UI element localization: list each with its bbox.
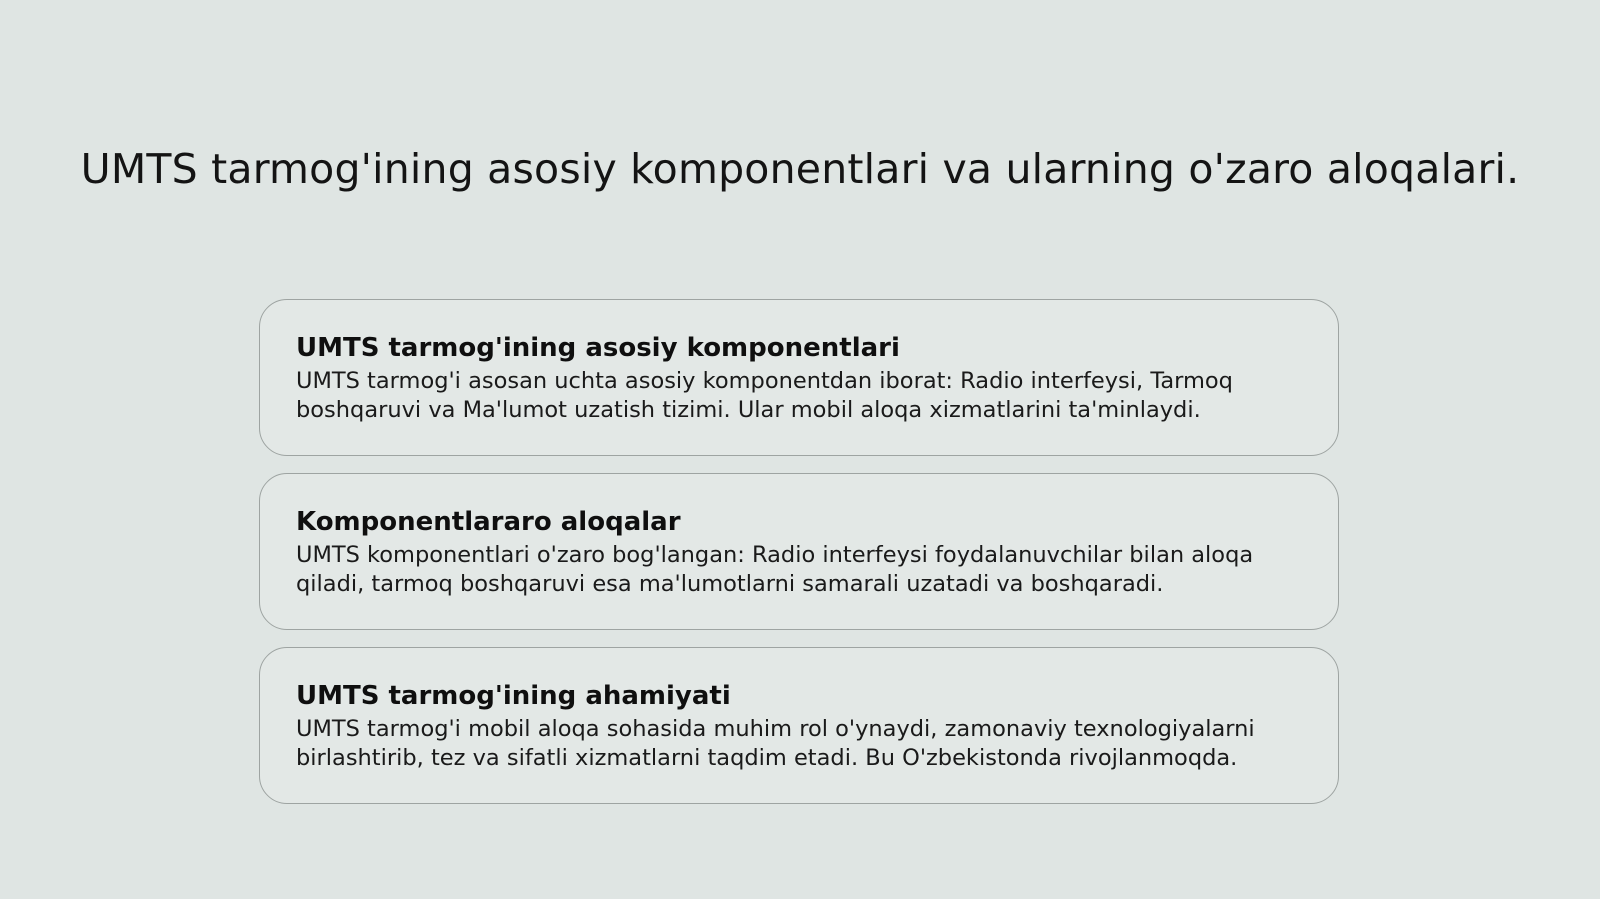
card-interconnections [259, 473, 1339, 630]
card-title: UMTS tarmog'ining asosiy komponentlari [296, 333, 900, 363]
card-title: Komponentlararo aloqalar [296, 507, 681, 537]
card-title: UMTS tarmog'ining ahamiyati [296, 681, 731, 711]
card-components [259, 299, 1339, 456]
slide-title: UMTS tarmog'ining asosiy komponentlari va ularning o'zaro aloqalari. [80, 145, 1520, 193]
card-body: UMTS tarmog'i asosan uchta asosiy komponentdan iborat: Radio interfeysi, Tarmoq boshqaruvi va Ma'lumot uzatish tizimi. Ular mobil aloqa xizmatlarini ta'minlaydi. [296, 368, 1233, 423]
card-body: UMTS tarmog'i mobil aloqa sohasida muhim rol o'ynaydi, zamonaviy texnologiyalarni birlashtirib, tez va sifatli xizmatlarni taqdim etadi. Bu O'zbekistonda rivojlanmoqda. [296, 716, 1255, 771]
card-importance [259, 647, 1339, 804]
card-list [259, 299, 1339, 821]
card-body: UMTS komponentlari o'zaro bog'langan: Radio interfeysi foydalanuvchilar bilan aloqa qiladi, tarmoq boshqaruvi esa ma'lumotlarni samarali uzatadi va boshqaradi. [296, 542, 1254, 597]
